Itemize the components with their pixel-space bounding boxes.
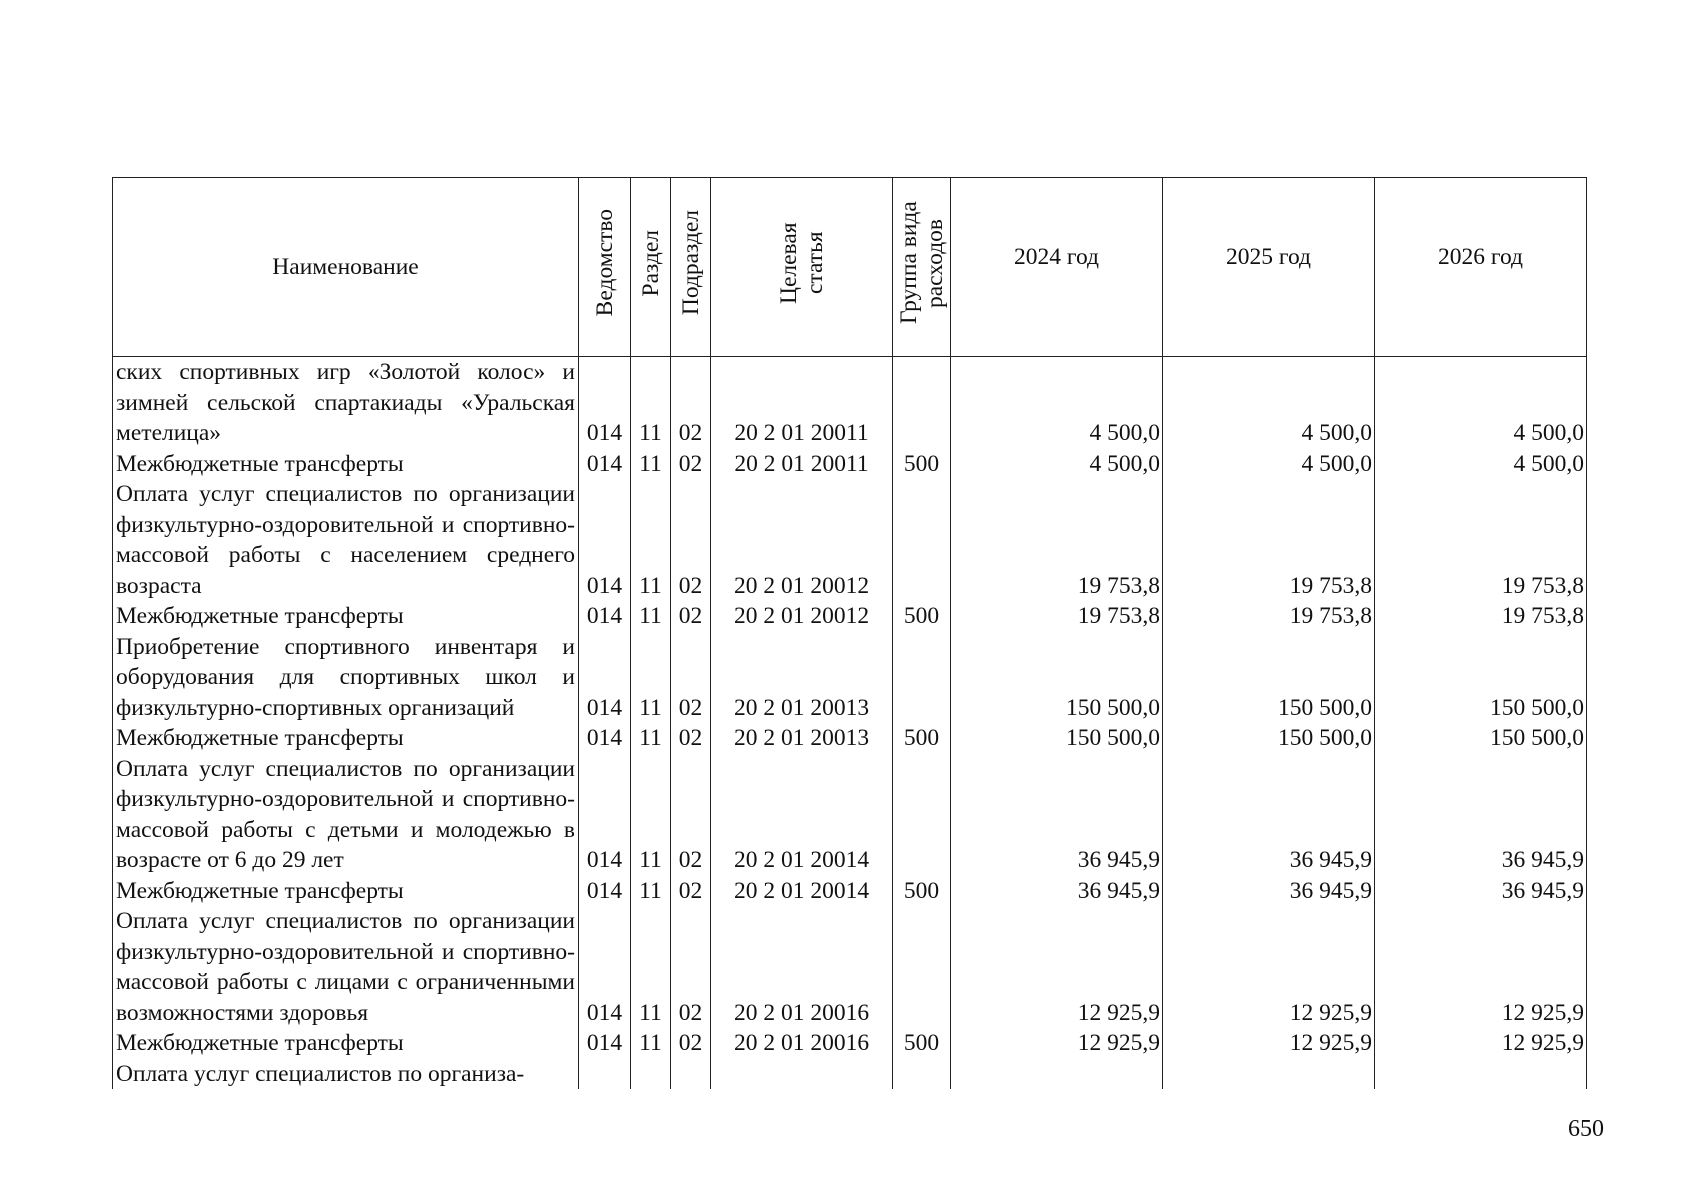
cell-2024: 4 500,0	[951, 357, 1163, 449]
header-name: Наименование	[113, 178, 579, 357]
header-2026: 2026 год	[1375, 178, 1587, 357]
cell-podrazdel: 02	[671, 632, 711, 724]
cell-2025: 4 500,0	[1163, 357, 1375, 449]
table-row	[113, 754, 1587, 876]
cell-razdel: 11	[631, 601, 671, 632]
cell-gruppa: 500	[893, 723, 951, 754]
header-2025: 2025 год	[1163, 178, 1375, 357]
cell-2025: 12 925,9	[1163, 1028, 1375, 1059]
cell-vedomstvo: 014	[579, 754, 631, 876]
cell-razdel: 11	[631, 754, 671, 876]
cell-razdel: 11	[631, 1028, 671, 1059]
table-row	[113, 876, 1587, 907]
cell-celevaya: 20 2 01 20016	[711, 906, 893, 1028]
cell-celevaya: 20 2 01 20011	[711, 449, 893, 480]
cell-vedomstvo: 014	[579, 357, 631, 449]
cell-razdel: 11	[631, 876, 671, 907]
table-header-row	[113, 178, 1587, 357]
cell-podrazdel: 02	[671, 876, 711, 907]
cell-vedomstvo: 014	[579, 1028, 631, 1059]
cell-podrazdel: 02	[671, 723, 711, 754]
header-podrazdel: Подраздел	[671, 178, 711, 357]
cell-name: Межбюджетные трансферты	[113, 601, 579, 632]
table-row	[113, 632, 1587, 724]
cell-name: Оплата услуг специалистов по организации физкультурно-оздоровительной и спортивно-массовой работы с населением среднего возраста	[113, 479, 579, 601]
cell-razdel	[631, 1059, 671, 1090]
cell-vedomstvo: 014	[579, 906, 631, 1028]
table-body	[113, 357, 1587, 1090]
cell-gruppa	[893, 357, 951, 449]
cell-celevaya: 20 2 01 20011	[711, 357, 893, 449]
cell-gruppa	[893, 1059, 951, 1090]
cell-celevaya: 20 2 01 20013	[711, 723, 893, 754]
cell-2026: 150 500,0	[1375, 723, 1587, 754]
header-2024: 2024 год	[951, 178, 1163, 357]
cell-vedomstvo: 014	[579, 632, 631, 724]
cell-2025	[1163, 1059, 1375, 1090]
table-row	[113, 479, 1587, 601]
cell-gruppa	[893, 479, 951, 601]
cell-vedomstvo: 014	[579, 601, 631, 632]
cell-razdel: 11	[631, 632, 671, 724]
cell-name: ских спортивных игр «Золотой колос» и зимней сельской спартакиады «Уральская метелица»	[113, 357, 579, 449]
cell-celevaya: 20 2 01 20013	[711, 632, 893, 724]
cell-2025: 4 500,0	[1163, 449, 1375, 480]
table-row	[113, 601, 1587, 632]
cell-2024: 150 500,0	[951, 632, 1163, 724]
cell-celevaya	[711, 1059, 893, 1090]
cell-2026: 19 753,8	[1375, 479, 1587, 601]
cell-razdel: 11	[631, 449, 671, 480]
cell-2024: 19 753,8	[951, 601, 1163, 632]
cell-2025: 19 753,8	[1163, 479, 1375, 601]
cell-2026	[1375, 1059, 1587, 1090]
table-row	[113, 1059, 1587, 1090]
cell-2026: 19 753,8	[1375, 601, 1587, 632]
header-celevaya: Целевая статья	[711, 178, 893, 357]
cell-celevaya: 20 2 01 20016	[711, 1028, 893, 1059]
cell-2026: 150 500,0	[1375, 632, 1587, 724]
cell-2024: 36 945,9	[951, 876, 1163, 907]
cell-name: Межбюджетные трансферты	[113, 723, 579, 754]
cell-2024: 4 500,0	[951, 449, 1163, 480]
cell-2024: 150 500,0	[951, 723, 1163, 754]
cell-2026: 12 925,9	[1375, 906, 1587, 1028]
cell-podrazdel: 02	[671, 1028, 711, 1059]
cell-2026: 4 500,0	[1375, 449, 1587, 480]
cell-2026: 36 945,9	[1375, 754, 1587, 876]
cell-2024: 19 753,8	[951, 479, 1163, 601]
cell-podrazdel: 02	[671, 357, 711, 449]
cell-podrazdel: 02	[671, 479, 711, 601]
cell-gruppa	[893, 906, 951, 1028]
cell-celevaya: 20 2 01 20012	[711, 601, 893, 632]
table-row	[113, 449, 1587, 480]
table-row	[113, 906, 1587, 1028]
cell-razdel: 11	[631, 357, 671, 449]
cell-gruppa: 500	[893, 601, 951, 632]
cell-podrazdel: 02	[671, 754, 711, 876]
cell-podrazdel	[671, 1059, 711, 1090]
cell-gruppa	[893, 632, 951, 724]
cell-vedomstvo: 014	[579, 723, 631, 754]
cell-podrazdel: 02	[671, 906, 711, 1028]
budget-table	[112, 177, 1587, 1089]
cell-2025: 36 945,9	[1163, 754, 1375, 876]
cell-2025: 36 945,9	[1163, 876, 1375, 907]
cell-vedomstvo: 014	[579, 479, 631, 601]
cell-name: Приобретение спортивного инвентаря и оборудования для спортивных школ и физкультурно-спортивных организаций	[113, 632, 579, 724]
cell-2026: 36 945,9	[1375, 876, 1587, 907]
table-row	[113, 357, 1587, 449]
cell-gruppa: 500	[893, 449, 951, 480]
cell-podrazdel: 02	[671, 449, 711, 480]
cell-razdel: 11	[631, 723, 671, 754]
cell-2025: 19 753,8	[1163, 601, 1375, 632]
cell-vedomstvo	[579, 1059, 631, 1090]
cell-name: Оплата услуг специалистов по организа-	[113, 1059, 579, 1090]
cell-gruppa: 500	[893, 876, 951, 907]
cell-2025: 150 500,0	[1163, 723, 1375, 754]
cell-celevaya: 20 2 01 20014	[711, 876, 893, 907]
cell-celevaya: 20 2 01 20014	[711, 754, 893, 876]
cell-razdel: 11	[631, 906, 671, 1028]
header-razdel: Раздел	[631, 178, 671, 357]
cell-name: Оплата услуг специалистов по организации физкультурно-оздоровительной и спортивно-массовой работы с детьми и молодежью в возрасте от 6 до 29 лет	[113, 754, 579, 876]
table-row	[113, 723, 1587, 754]
cell-podrazdel: 02	[671, 601, 711, 632]
header-gruppa: Группа вида расходов	[893, 178, 951, 357]
cell-name: Межбюджетные трансферты	[113, 1028, 579, 1059]
cell-name: Межбюджетные трансферты	[113, 449, 579, 480]
cell-celevaya: 20 2 01 20012	[711, 479, 893, 601]
header-vedomstvo: Ведомство	[579, 178, 631, 357]
cell-2026: 4 500,0	[1375, 357, 1587, 449]
cell-name: Межбюджетные трансферты	[113, 876, 579, 907]
cell-2024: 12 925,9	[951, 1028, 1163, 1059]
cell-vedomstvo: 014	[579, 449, 631, 480]
cell-2025: 12 925,9	[1163, 906, 1375, 1028]
cell-razdel: 11	[631, 479, 671, 601]
cell-2024: 12 925,9	[951, 906, 1163, 1028]
table-row	[113, 1028, 1587, 1059]
page-number: 650	[1568, 1116, 1604, 1142]
cell-2024: 36 945,9	[951, 754, 1163, 876]
cell-name: Оплата услуг специалистов по организации физкультурно-оздоровительной и спортивно-массовой работы с лицами с ограниченными возможностями здоровья	[113, 906, 579, 1028]
cell-gruppa: 500	[893, 1028, 951, 1059]
cell-vedomstvo: 014	[579, 876, 631, 907]
cell-2025: 150 500,0	[1163, 632, 1375, 724]
cell-2024	[951, 1059, 1163, 1090]
cell-gruppa	[893, 754, 951, 876]
cell-2026: 12 925,9	[1375, 1028, 1587, 1059]
